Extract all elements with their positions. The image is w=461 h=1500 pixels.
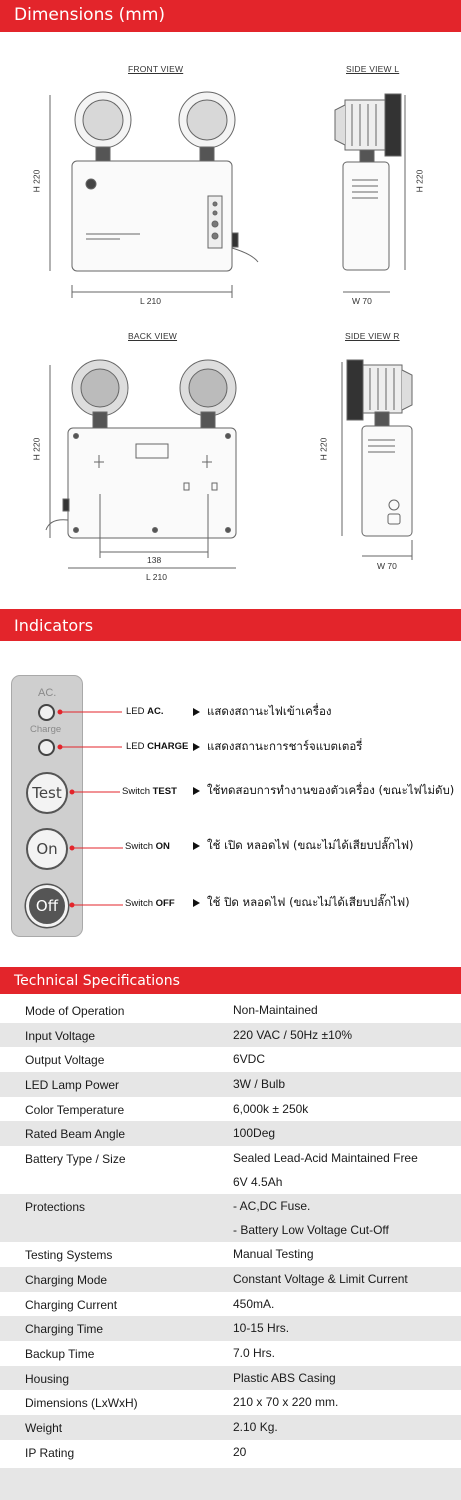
side-view-r-label: SIDE VIEW R	[345, 331, 400, 341]
side-r-width-dim: W 70	[377, 561, 397, 571]
spec-value-line: Manual Testing	[233, 1247, 314, 1262]
spec-key: Housing	[25, 1371, 70, 1386]
spec-value	[233, 1415, 278, 1439]
spec-value-line: 2.10 Kg.	[233, 1419, 278, 1434]
spec-value-line: 450mA.	[233, 1296, 275, 1311]
spec-value	[233, 1366, 336, 1390]
callout-switch-on: Switch ON	[125, 841, 170, 852]
footer-band	[0, 1468, 461, 1500]
spec-row	[0, 998, 461, 1023]
spec-key: Color Temperature	[25, 1102, 125, 1117]
spec-row	[0, 1047, 461, 1072]
spec-value-line: 7.0 Hrs.	[233, 1345, 276, 1360]
spec-key: Rated Beam Angle	[25, 1127, 126, 1142]
spec-key: IP Rating	[25, 1445, 75, 1460]
spec-key: Output Voltage	[25, 1053, 105, 1068]
arrow-icon	[193, 899, 200, 907]
desc-led-charge: แสดงสถานะการชาร์จแบตเตอรี่	[193, 738, 362, 756]
spec-value-line: 6,000k ± 250k	[233, 1101, 309, 1116]
spec-row	[0, 1341, 461, 1366]
spec-value	[233, 1292, 274, 1316]
spec-value-line: 220 VAC / 50Hz ±10%	[233, 1027, 353, 1042]
spec-row	[0, 1292, 461, 1317]
callout-switch-off: Switch OFF	[125, 898, 175, 909]
back-height-dim: H 220	[31, 437, 42, 461]
spec-value-line: 20	[233, 1444, 247, 1459]
back-138-dim: 138	[147, 555, 162, 565]
arrow-icon	[193, 842, 200, 850]
spec-key: Battery Type / Size	[25, 1152, 126, 1167]
front-view-label: FRONT VIEW	[128, 64, 184, 74]
side-r-height-dim: H 220	[318, 437, 329, 461]
spec-key: Charging Current	[25, 1297, 118, 1312]
off-button[interactable]: Off	[26, 885, 68, 927]
spec-value-line: Sealed Lead-Acid Maintained Free	[233, 1151, 418, 1166]
desc-led-ac: แสดงสถานะไฟเข้าเครื่อง	[193, 703, 332, 721]
spec-row	[0, 1242, 461, 1267]
spec-value-line: 100Deg	[233, 1126, 276, 1141]
spec-value-line: 6VDC	[233, 1052, 266, 1067]
spec-value	[233, 1242, 314, 1266]
spec-value	[233, 1023, 352, 1047]
specs-header	[0, 967, 461, 994]
charge-label: Charge	[30, 724, 62, 735]
spec-value-line: 3W / Bulb	[233, 1077, 286, 1092]
arrow-icon	[193, 787, 200, 795]
spec-row	[0, 1072, 461, 1097]
ac-label: AC.	[38, 687, 57, 699]
spec-value-line: 6V 4.5Ah	[233, 1175, 283, 1190]
spec-value	[233, 1390, 338, 1414]
spec-key: Backup Time	[25, 1346, 95, 1361]
spec-value	[233, 1072, 285, 1096]
back-length-dim: L 210	[146, 572, 167, 582]
test-button[interactable]: Test	[26, 772, 68, 814]
spec-value	[233, 1097, 308, 1121]
spec-key: Protections	[25, 1200, 86, 1215]
desc-switch-off: ใช้ ปิด หลอดไฟ (ขณะไม่ได้เสียบปลั๊กไฟ)	[193, 894, 410, 912]
spec-key: Mode of Operation	[25, 1004, 125, 1018]
side-l-width-dim: W 70	[352, 296, 372, 306]
side-l-height-dim: H 220	[414, 169, 425, 193]
desc-switch-test: ใช้ทดสอบการทำงานของตัวเครื่อง (ขณะไฟไม่ดับ)	[193, 782, 454, 800]
spec-value-line: Constant Voltage & Limit Current	[233, 1271, 408, 1286]
spec-value	[233, 1146, 418, 1194]
desc-switch-on: ใช้ เปิด หลอดไฟ (ขณะไม่ได้เสียบปลั๊กไฟ)	[193, 837, 414, 855]
spec-value-line: 10-15 Hrs.	[233, 1321, 290, 1336]
spec-value	[233, 1047, 265, 1071]
spec-row	[0, 1097, 461, 1122]
spec-value	[233, 1194, 389, 1242]
spec-row	[0, 1440, 461, 1465]
spec-key: Input Voltage	[25, 1028, 96, 1043]
specs-title: Technical Specifications	[14, 973, 180, 989]
spec-value	[233, 1341, 275, 1365]
dimensions-title: Dimensions (mm)	[14, 5, 166, 25]
spec-row	[0, 1023, 461, 1048]
spec-value-line: Plastic ABS Casing	[233, 1370, 336, 1385]
spec-row	[0, 1267, 461, 1292]
spec-value	[233, 1121, 275, 1145]
spec-key: Dimensions (LxWxH)	[25, 1396, 138, 1411]
specs-table	[0, 998, 461, 1464]
spec-key: Charging Mode	[25, 1272, 108, 1287]
arrow-icon	[193, 743, 200, 751]
front-height-dim: H 220	[31, 169, 42, 193]
spec-value-line: - AC,DC Fuse.	[233, 1199, 311, 1214]
spec-key: Charging Time	[25, 1322, 104, 1337]
back-view-label: BACK VIEW	[128, 331, 178, 341]
spec-key: Testing Systems	[25, 1248, 113, 1263]
spec-row	[0, 1121, 461, 1146]
front-length-dim: L 210	[140, 296, 161, 306]
indicators-title: Indicators	[14, 616, 94, 635]
spec-row	[0, 1316, 461, 1341]
callout-led-charge: LED CHARGE	[126, 741, 189, 752]
spec-row	[0, 1390, 461, 1415]
spec-row	[0, 1415, 461, 1440]
side-view-l-label: SIDE VIEW L	[346, 64, 400, 74]
spec-value	[233, 998, 318, 1022]
spec-value	[233, 1440, 246, 1464]
spec-value	[233, 1267, 408, 1291]
callout-led-ac: LED AC.	[126, 706, 164, 717]
spec-value-line: 210 x 70 x 220 mm.	[233, 1395, 339, 1410]
on-button[interactable]: On	[26, 828, 68, 870]
spec-row	[0, 1366, 461, 1391]
spec-row	[0, 1146, 461, 1194]
spec-row	[0, 1194, 461, 1242]
spec-key: Weight	[25, 1420, 63, 1435]
arrow-icon	[193, 708, 200, 716]
spec-value	[233, 1316, 289, 1340]
spec-value-line: - Battery Low Voltage Cut-Off	[233, 1223, 389, 1238]
callout-switch-test: Switch TEST	[122, 786, 177, 797]
spec-key: LED Lamp Power	[25, 1078, 120, 1093]
spec-value-line: Non-Maintained	[233, 1003, 318, 1017]
